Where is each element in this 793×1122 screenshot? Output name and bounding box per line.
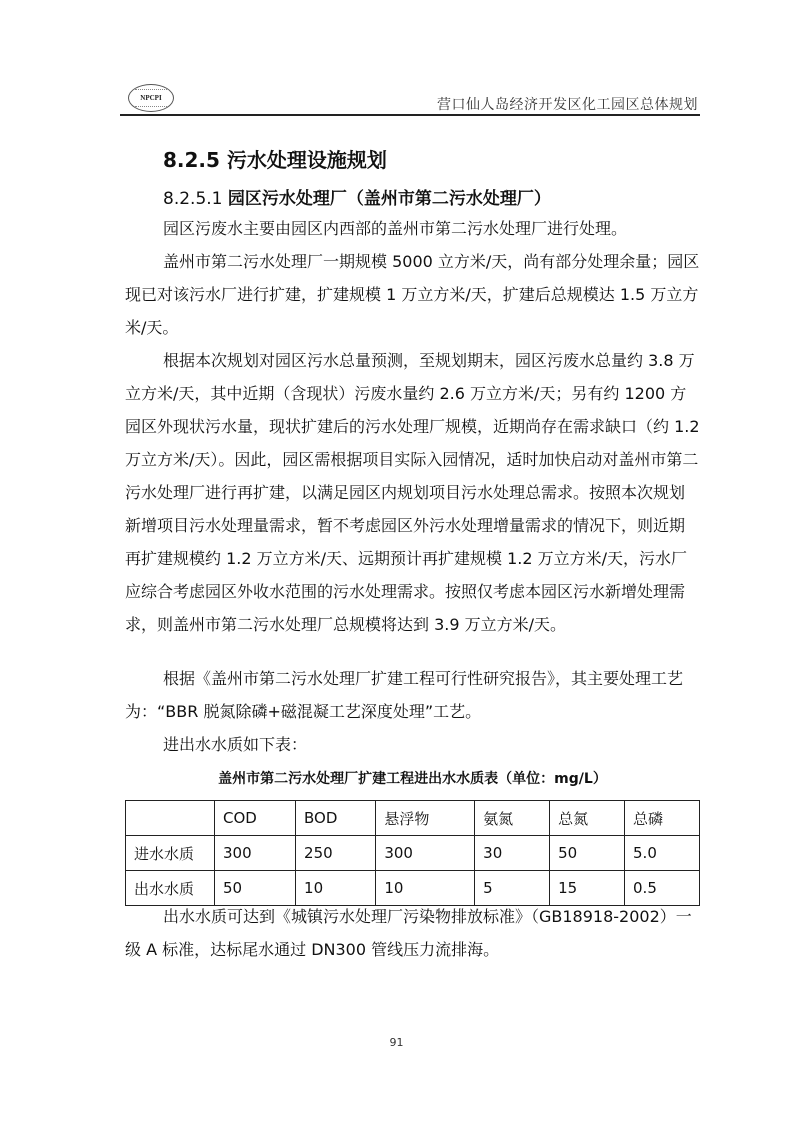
table-cell: 300 (215, 836, 296, 871)
table-cell: 30 (475, 836, 550, 871)
logo-text: NPCPI (140, 94, 162, 102)
table-row-label: 出水水质 (126, 871, 215, 906)
table-header-cell: 总氮 (550, 801, 625, 836)
header-divider (120, 114, 700, 116)
page-number: 91 (389, 1036, 404, 1049)
table-cell: 5.0 (625, 836, 700, 871)
section-heading: 8.2.5 污水处理设施规划 (163, 148, 387, 172)
npcpi-logo-icon (128, 84, 174, 112)
table-row (126, 836, 700, 871)
table-cell: 50 (215, 871, 296, 906)
table-cell: 50 (550, 836, 625, 871)
paragraph-2: 盖州市第二污水处理厂一期规模 5000 立方米/天，尚有部分处理余量；园区现已对该污水厂进行扩建，扩建规模 1 万立方米/天，扩建后总规模达 1.5 万立方米/天。 (125, 252, 700, 337)
subsection-heading (163, 184, 551, 209)
table-row-label: 进水水质 (126, 836, 215, 871)
table-cell: 0.5 (625, 871, 700, 906)
table-caption: 盖州市第二污水处理厂扩建工程进出水水质表（单位：mg/L） (218, 771, 607, 787)
paragraph-3: 根据本次规划对园区污水总量预测，至规划期末，园区污废水总量约 3.8 万立方米/天，其中近期（含现状）污废水量约 2.6 万立方米/天；另有约 1200 方园区外现状污水量，现状扩建后的污水处理厂规模，近期尚存在需求缺口（约 1.2 万立方米/天）。因此，园区需根据项目实际入园情况，适时加快启动对盖州市第二污水处理厂进行再扩建，以满足园区内规划项目污水处理总需求。按照本次规划新增项目污水处理量需求，暂不考虑园区外污水处理增量需求的情况下，则近期再扩建规模约 1.2 万立方米/天、远期预计再扩建规模 1.2 万立方米/天，污水厂应综合考虑园区外收水范围的污水处理需求。按照仅考虑本园区污水新增处理需求，则盖州市第二污水处理厂总规模将达到 3.9 万立方米/天。 (125, 351, 700, 634)
table-cell: 15 (550, 871, 625, 906)
table-cell: 10 (376, 871, 475, 906)
table-cell: 5 (475, 871, 550, 906)
page-header (120, 82, 700, 116)
table-header-cell: 氨氮 (475, 801, 550, 836)
paragraph-1: 园区污废水主要由园区内西部的盖州市第二污水处理厂进行处理。 (163, 219, 628, 238)
table-header-cell: 悬浮物 (376, 801, 475, 836)
paragraph-5: 进出水水质如下表： (163, 735, 308, 754)
subsection-title: 园区污水处理厂（盖州市第二污水处理厂） (227, 189, 551, 209)
paragraph-6: 出水水质可达到《城镇污水处理厂污染物排放标准》（GB18918-2002）一级 A 标准，达标尾水通过 DN300 管线压力流排海。 (125, 907, 692, 959)
table-cell: 300 (376, 836, 475, 871)
paragraph-4: 根据《盖州市第二污水处理厂扩建工程可行性研究报告》，其主要处理工艺为：“BBR 脱氮除磷+磁混凝工艺深度处理”工艺。 (125, 669, 684, 721)
table-cell: 10 (296, 871, 376, 906)
water-quality-table (125, 800, 700, 906)
table-cell: 250 (296, 836, 376, 871)
table-header-cell: BOD (296, 801, 376, 836)
table-header-cell (126, 801, 215, 836)
document-title: 营口仙人岛经济开发区化工园区总体规划 (437, 97, 698, 113)
table-header-cell: COD (215, 801, 296, 836)
table-header-row (126, 801, 700, 836)
table-header-cell: 总磷 (625, 801, 700, 836)
subsection-number: 8.2.5.1 (163, 189, 228, 209)
